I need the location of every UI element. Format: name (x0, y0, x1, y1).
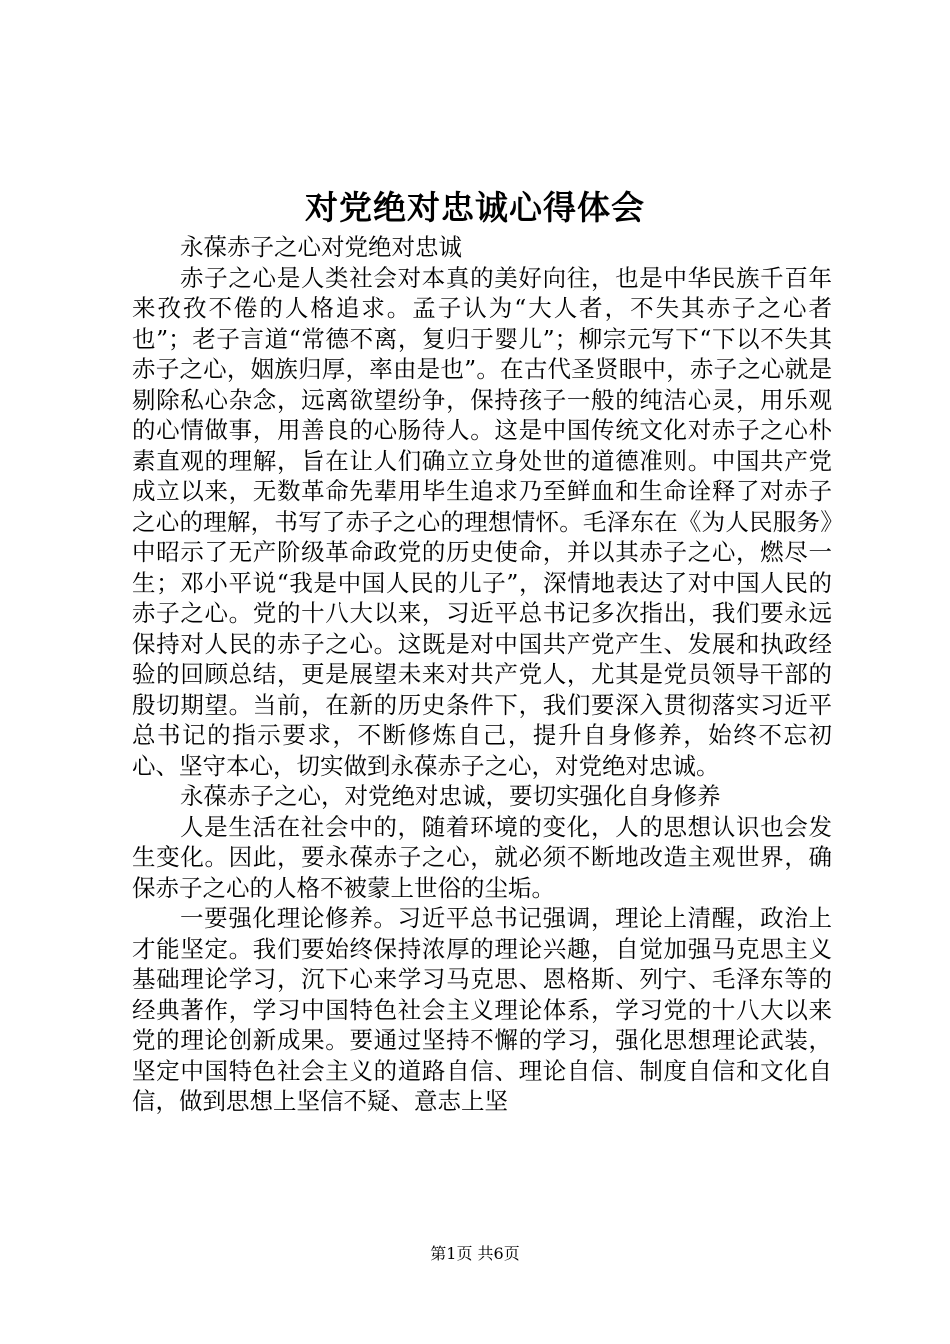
paragraph: 赤子之心是人类社会对本真的美好向往，也是中华民族千百年来孜孜不倦的人格追求。孟子认为“大人者，不失其赤子之心者也”；老子言道“常德不离，复归于婴儿”；柳宗元写下“下以不失其赤子之心，姻族归厚，率由是也”。在古代圣贤眼中，赤子之心就是剔除私心杂念，远离欲望纷争，保持孩子一般的纯洁心灵，用乐观的心情做事，用善良的心肠待人。这是中国传统文化对赤子之心朴素直观的理解，旨在让人们确立立身处世的道德准则。中国共产党成立以来，无数革命先辈用毕生追求乃至鲜血和生命诠释了对赤子之心的理解，书写了赤子之心的理想情怀。毛泽东在《为人民服务》中昭示了无产阶级革命政党的历史使命，并以其赤子之心，燃尽一生；邓小平说“我是中国人民的儿子”，深情地表达了对中国人民的赤子之心。党的十八大以来，习近平总书记多次指出，我们要永远保持对人民的赤子之心。这既是对中国共产党产生、发展和执政经验的回顾总结，更是展望未来对共产党人，尤其是党员领导干部的殷切期望。当前，在新的历史条件下，我们要深入贯彻落实习近平总书记的指示要求，不断修炼自己，提升自身修养，始终不忘初心、坚守本心，切实做到永葆赤子之心，对党绝对忠诚。 (132, 263, 832, 780)
paragraph: 一要强化理论修养。习近平总书记强调，理论上清醒，政治上才能坚定。我们要始终保持浓厚的理论兴趣，自觉加强马克思主义基础理论学习，沉下心来学习马克思、恩格斯、列宁、毛泽东等的经典著作，学习中国特色社会主义理论体系，学习党的十八大以来党的理论创新成果。要通过坚持不懈的学习，强化思想理论武装，坚定中国特色社会主义的道路自信、理论自信、制度自信和文化自信，做到思想上坚信不疑、意志上坚 (132, 904, 832, 1115)
paragraph-subtitle: 永葆赤子之心对党绝对忠诚 (180, 233, 462, 261)
paragraph: 人是生活在社会中的，随着环境的变化，人的思想认识也会发生变化。因此，要永葆赤子之心，就必须不断地改造主观世界，确保赤子之心的人格不被蒙上世俗的尘垢。 (132, 812, 832, 902)
document-body (132, 232, 832, 1117)
paragraph-section-heading: 永葆赤子之心，对党绝对忠诚，要切实强化自身修养 (180, 782, 721, 810)
page-number-footer: 第1页 共6页 (430, 1244, 520, 1263)
document-title: 对党绝对忠诚心得体会 (305, 188, 645, 227)
